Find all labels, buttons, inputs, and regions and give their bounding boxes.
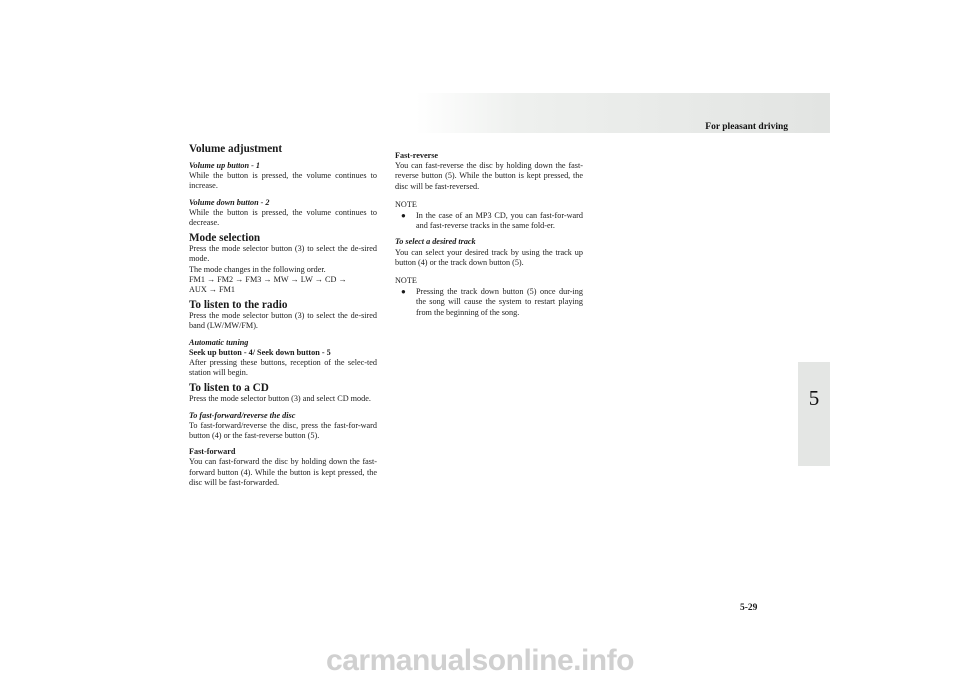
section-header-title: For pleasant driving	[705, 122, 788, 132]
fast-forward-label: Fast-forward	[189, 447, 236, 457]
note-label: NOTE	[395, 199, 417, 209]
mode-order-line-2: AUX → FM1	[189, 285, 235, 295]
volume-down-text: While the button is pressed, the volume continues to decrease.	[189, 207, 377, 228]
page-number: 5-29	[740, 603, 758, 613]
fast-reverse-text: You can fast-reverse the disc by holding down the fast-reverse button (5). While the button is kept pressed, the disc will be fast-reversed.	[395, 161, 583, 191]
select-track-label: To select a desired track	[395, 237, 476, 247]
note-text: In the case of an MP3 CD, you can fast-for-ward and fast-reverse tracks in the same fold-er.	[416, 211, 583, 231]
cd-heading: To listen to a CD	[189, 382, 269, 395]
fast-reverse-label: Fast-reverse	[395, 151, 439, 160]
chapter-tab	[798, 362, 830, 466]
bullet-icon: ●	[401, 287, 406, 297]
automatic-tuning-label: Automatic tuning	[189, 337, 249, 347]
volume-heading: Volume adjustment	[189, 143, 283, 155]
mode-text-2: The mode changes in the following order.	[189, 264, 326, 274]
radio-heading: To listen to the radio	[189, 299, 288, 312]
note-item	[395, 211, 583, 231]
note-item-2	[395, 287, 583, 318]
note-text-2: Pressing the track down button (5) once dur-ing the song will cause the system to restart playing from the beginning of the song.	[416, 287, 583, 317]
seek-text: After pressing these buttons, reception of the selec-ted station will begin.	[189, 358, 377, 378]
chapter-tab-number: 5	[808, 386, 820, 410]
fast-forward-reverse-text: To fast-forward/reverse the disc, press the fast-for-ward button (4) or the fast-reverse button (5).	[189, 420, 377, 441]
fast-forward-text: You can fast-forward the disc by holding down the fast-forward button (4). While the button is kept pressed, the disc will be fast-forwarded.	[189, 457, 377, 487]
volume-up-text: While the button is pressed, the volume continues to increase.	[189, 171, 377, 191]
mode-text-1: Press the mode selector button (3) to select the de-sired mode.	[189, 244, 377, 264]
select-track-text: You can select your desired track by using the track up button (4) or the track down button (5).	[395, 247, 583, 267]
seek-label: Seek up button - 4/ Seek down button - 5	[189, 347, 331, 357]
volume-up-label: Volume up button - 1	[189, 161, 260, 170]
mode-heading: Mode selection	[189, 232, 261, 245]
watermark: carmanualsonline.info	[326, 644, 634, 677]
volume-down-label: Volume down button - 2	[189, 197, 270, 207]
bullet-icon: ●	[401, 211, 406, 221]
mode-order-line-1: FM1 → FM2 → FM3 → MW → LW → CD →	[189, 274, 347, 284]
left-column	[189, 143, 377, 488]
cd-text: Press the mode selector button (3) and select CD mode.	[189, 394, 371, 404]
fast-forward-reverse-label: To fast-forward/reverse the disc	[189, 410, 296, 420]
radio-text: Press the mode selector button (3) to select the de-sired band (LW/MW/FM).	[189, 311, 377, 331]
right-column	[395, 151, 583, 318]
note-label-2: NOTE	[395, 276, 417, 286]
